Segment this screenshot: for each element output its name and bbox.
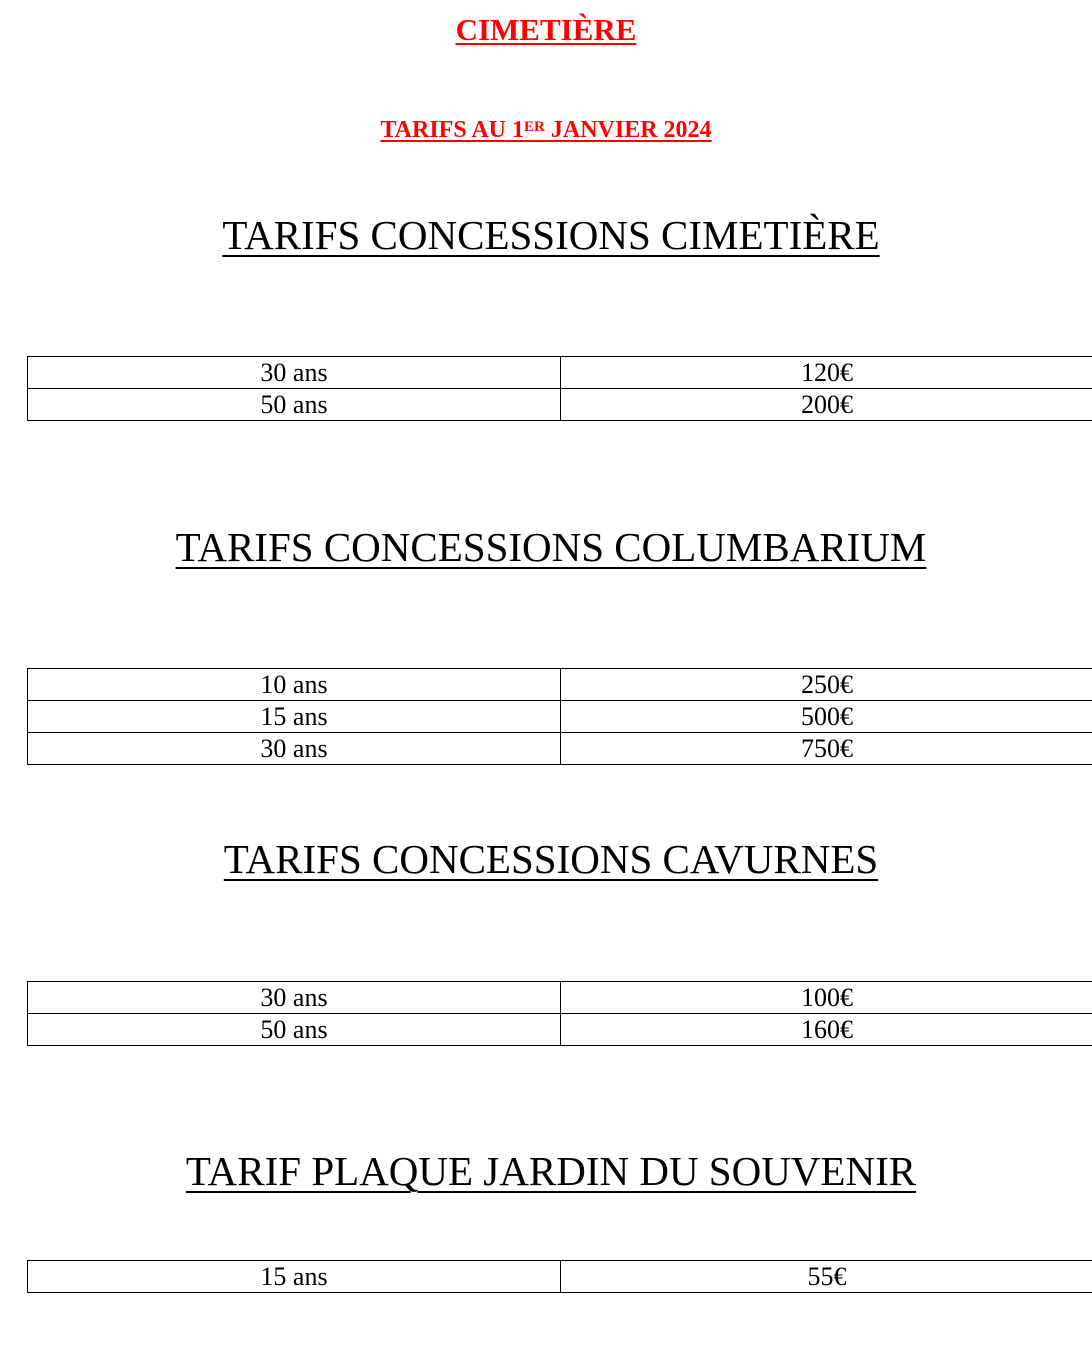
price-cell: 100€ (561, 982, 1092, 1014)
section-heading-columbarium: TARIFS CONCESSIONS COLUMBARIUM (175, 524, 927, 570)
price-cell: 160€ (561, 1014, 1092, 1046)
section-heading-cimetiere: TARIFS CONCESSIONS CIMETIÈRE (222, 212, 880, 258)
price-cell: 55€ (561, 1261, 1092, 1293)
table-row (28, 669, 1092, 701)
table-row (28, 701, 1092, 733)
duration-cell: 50 ans (28, 1014, 561, 1046)
duration-cell: 15 ans (28, 701, 561, 733)
price-table-columbarium (27, 668, 1092, 765)
table-row (28, 982, 1092, 1014)
table-row (28, 357, 1092, 389)
price-cell: 250€ (561, 669, 1092, 701)
table-row (28, 1261, 1092, 1293)
page-title: CIMETIÈRE (455, 12, 637, 47)
table-row (28, 733, 1092, 765)
section-heading-cavurnes: TARIFS CONCESSIONS CAVURNES (223, 836, 879, 882)
subtitle-text-end: JANVIER 2024 (544, 117, 712, 143)
subtitle-ordinal-suffix: ER (524, 119, 545, 135)
duration-cell: 50 ans (28, 389, 561, 421)
price-table-jardin-du-souvenir (27, 1260, 1092, 1293)
section-heading-jardin-du-souvenir: TARIF PLAQUE JARDIN DU SOUVENIR (185, 1148, 917, 1194)
duration-cell: 10 ans (28, 669, 561, 701)
price-cell: 750€ (561, 733, 1092, 765)
table-row (28, 1014, 1092, 1046)
subtitle-text-start: TARIFS AU 1 (380, 117, 525, 143)
duration-cell: 30 ans (28, 982, 561, 1014)
price-table-cavurnes (27, 981, 1092, 1046)
price-table-cimetiere (27, 356, 1092, 421)
price-cell: 200€ (561, 389, 1092, 421)
price-cell: 500€ (561, 701, 1092, 733)
price-cell: 120€ (561, 357, 1092, 389)
duration-cell: 30 ans (28, 357, 561, 389)
page-subtitle (0, 113, 1092, 147)
table-row (28, 389, 1092, 421)
duration-cell: 15 ans (28, 1261, 561, 1293)
duration-cell: 30 ans (28, 733, 561, 765)
